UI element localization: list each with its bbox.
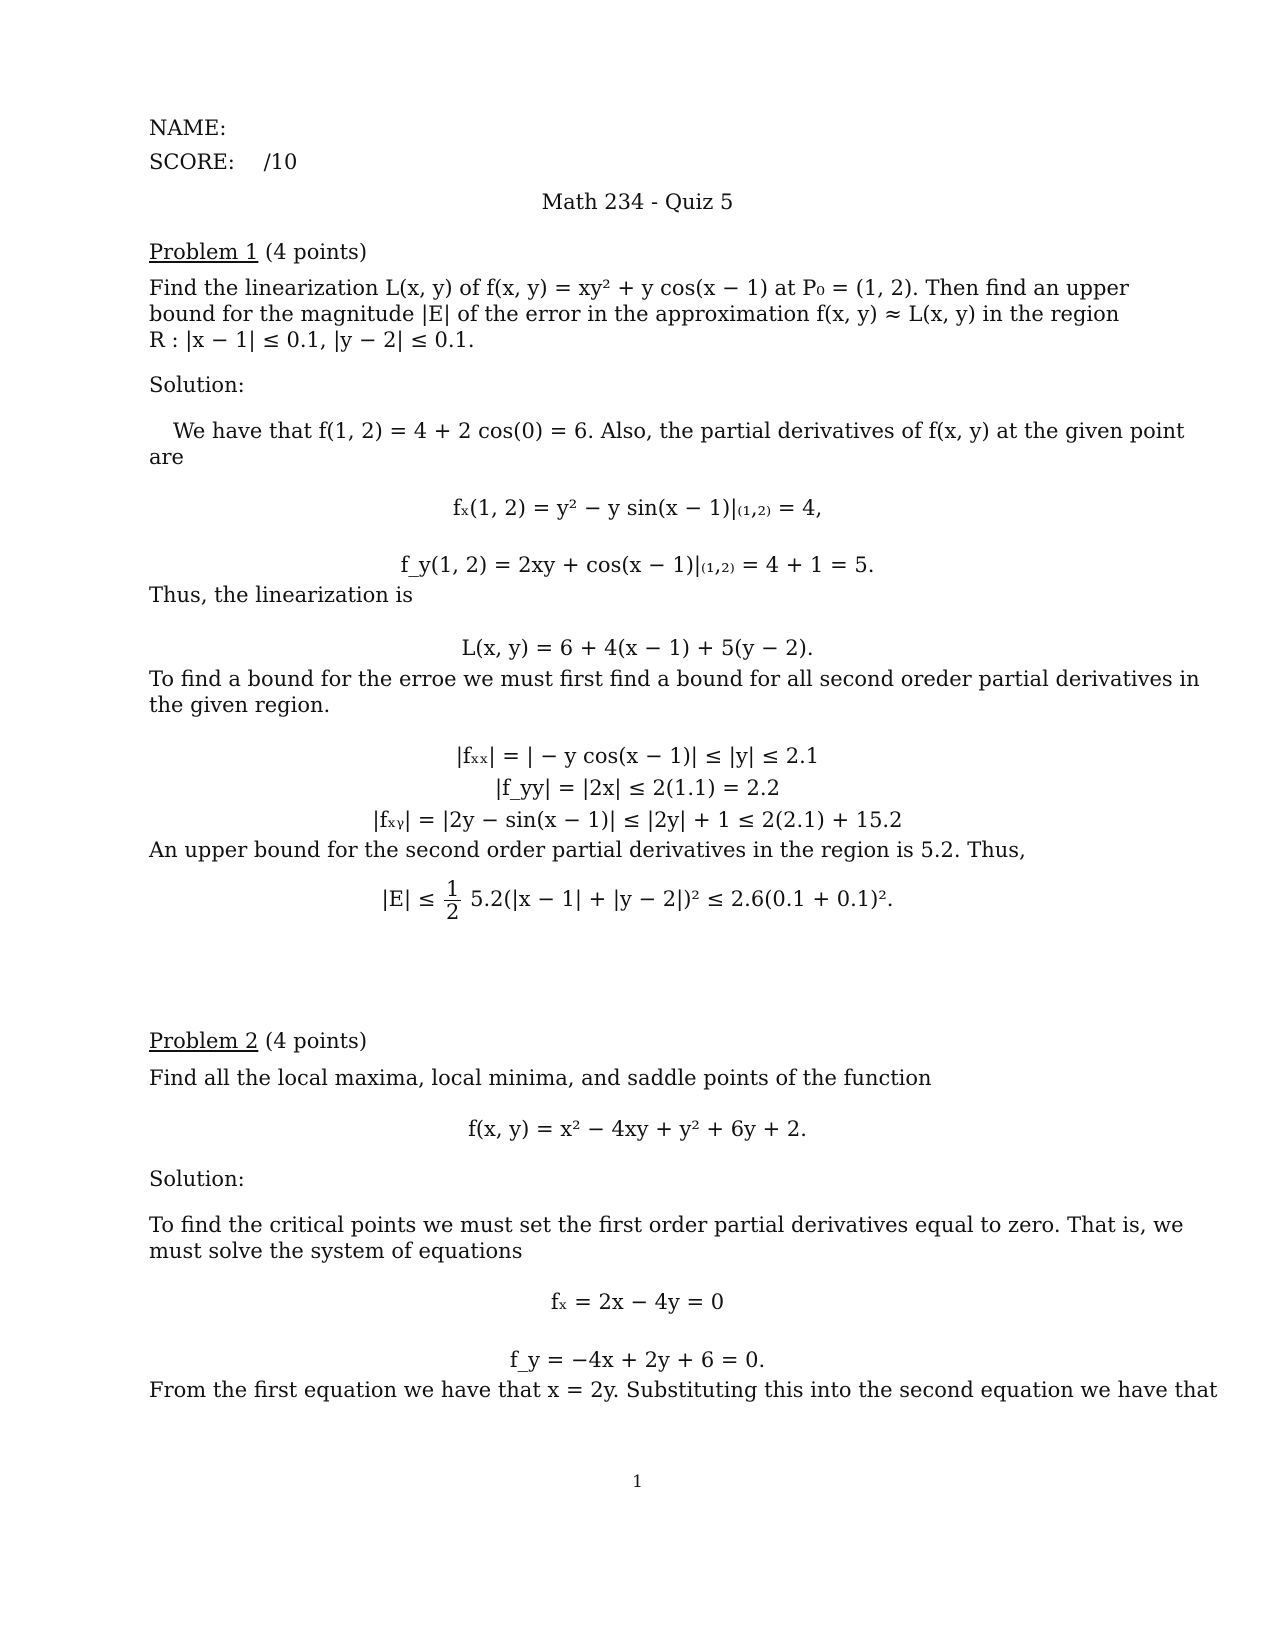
- bound-paragraph-line2: the given region.: [149, 693, 331, 717]
- page-title: Math 234 - Quiz 5: [541, 190, 734, 214]
- equation-fx: fₓ(1, 2) = y² − y sin(x − 1)|₍₁,₂₎ = 4,: [452, 496, 823, 520]
- problem1-label: Problem 1: [149, 240, 259, 264]
- problem2-statement: Find all the local maxima, local minima, and saddle points of the function: [149, 1066, 932, 1090]
- critical-paragraph-line1: To find the critical points we must set the first order partial derivatives equal to zero. That is, we: [149, 1213, 1184, 1237]
- equation-fxy-bound: |fₓᵧ| = |2y − sin(x − 1)| ≤ |2y| + 1 ≤ 2(2.1) + 15.2: [372, 808, 903, 832]
- fraction-denominator: 2: [446, 900, 460, 924]
- substitution-sentence: From the first equation we have that x = 2y. Substituting this into the second equation we have that: [149, 1378, 1218, 1402]
- solution-paragraph1-line1: We have that f(1, 2) = 4 + 2 cos(0) = 6. Also, the partial derivatives of f(x, y) at the given point: [173, 419, 1185, 443]
- upper-bound-sentence: An upper bound for the second order partial derivatives in the region is 5.2. Thus,: [149, 838, 1026, 862]
- error-bound-lhs: |E| ≤: [381, 887, 436, 911]
- problem1-points: (4 points): [265, 240, 368, 264]
- score-label: SCORE:: [149, 150, 235, 174]
- equation-error-bound: [0, 878, 1275, 923]
- problem1-solution-label: Solution:: [149, 373, 245, 397]
- equation-fy: f_y(1, 2) = 2xy + cos(x − 1)|₍₁,₂₎ = 4 + 1 = 5.: [400, 553, 875, 577]
- score-total: /10: [263, 150, 298, 174]
- name-label: NAME:: [149, 116, 227, 140]
- fraction-one-half: [444, 878, 461, 923]
- score-line: [149, 150, 1133, 174]
- linearization-intro: Thus, the linearization is: [149, 583, 413, 607]
- bound-paragraph-line1: To find a bound for the erroe we must first find a bound for all second oreder partial derivatives in: [149, 667, 1200, 691]
- equation-linearization: L(x, y) = 6 + 4(x − 1) + 5(y − 2).: [461, 636, 814, 660]
- equation-system-fy: f_y = −4x + 2y + 6 = 0.: [509, 1348, 766, 1372]
- critical-paragraph-line2: must solve the system of equations: [149, 1239, 523, 1263]
- error-bound-rhs: 5.2(|x − 1| + |y − 2|)² ≤ 2.6(0.1 + 0.1)².: [470, 887, 894, 911]
- problem2-solution-label: Solution:: [149, 1167, 245, 1191]
- problem2-points: (4 points): [265, 1029, 368, 1053]
- problem2-heading: [149, 1029, 1133, 1053]
- equation-system-fx: fₓ = 2x − 4y = 0: [550, 1290, 725, 1314]
- page-number: 1: [632, 1472, 643, 1492]
- problem2-function: f(x, y) = x² − 4xy + y² + 6y + 2.: [468, 1117, 807, 1141]
- problem1-statement-line1: Find the linearization L(x, y) of f(x, y) = xy² + y cos(x − 1) at P₀ = (1, 2). Then find an upper: [149, 276, 1129, 300]
- problem1-heading: [149, 240, 1133, 264]
- equation-fyy-bound: |f_yy| = |2x| ≤ 2(1.1) = 2.2: [495, 776, 780, 800]
- problem1-statement-line3: R : |x − 1| ≤ 0.1, |y − 2| ≤ 0.1.: [149, 328, 475, 352]
- problem1-statement-line2: bound for the magnitude |E| of the error in the approximation f(x, y) ≈ L(x, y) in the region: [149, 302, 1120, 326]
- equation-fxx-bound: |fₓₓ| = | − y cos(x − 1)| ≤ |y| ≤ 2.1: [455, 744, 820, 768]
- problem2-label: Problem 2: [149, 1029, 259, 1053]
- fraction-numerator: 1: [446, 877, 460, 901]
- solution-paragraph1-line2: are: [149, 445, 184, 469]
